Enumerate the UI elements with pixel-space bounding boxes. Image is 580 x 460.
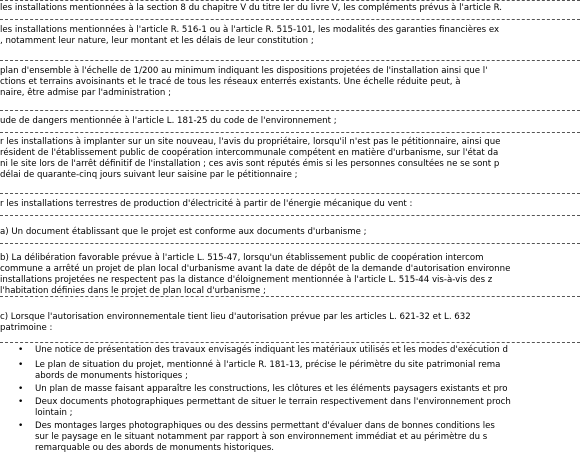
bullet-icon: •	[18, 384, 24, 394]
paragraph-line: r les installations à implanter sur un site nouveau, l'avis du propriétaire, lorsqu'il n'est pas le pétitionnaire, ainsi que	[0, 137, 501, 147]
paragraph-line: l'habitation définies dans le projet de plan local d'urbanisme ;	[0, 286, 266, 296]
paragraph-line: ctions et terrains avoisinants et le tracé de tous les réseaux enterrés existants. Une échelle réduite peut, à	[0, 77, 461, 87]
paragraph-line: ni le site lors de l'arrêt définitif de l'installation ; ces avis sont réputés émis si les personnes consultées ne se sont p	[0, 159, 500, 169]
bullet-item-line: Des montages larges photographiques ou des dessins permettant d'évaluer dans de bonnes conditions les	[35, 421, 495, 431]
paragraph-line: r les installations terrestres de production d'électricité à partir de l'énergie mécanique du vent :	[0, 199, 413, 209]
bullet-item-line: Le plan de situation du projet, mentionné à l'article R. 181-13, précise le périmètre du site patrimonial rema	[35, 360, 501, 370]
bullet-icon: •	[18, 421, 24, 431]
section-separator	[0, 0, 580, 1]
section-separator	[0, 110, 580, 111]
section-separator	[0, 215, 580, 216]
bullet-item-line: lointain ;	[35, 408, 73, 418]
paragraph-line: résident de l'établissement public de coopération intercommunale compétent en matière d'urbanisme, sur l'état da	[0, 148, 499, 158]
bullet-icon: •	[18, 360, 24, 370]
section-separator	[0, 243, 580, 244]
bullet-item-line: Une notice de présentation des travaux envisagés indiquant les matériaux utilisés et les modes d'exécution d	[35, 345, 508, 355]
paragraph-line: , notamment leur nature, leur montant et les délais de leur constitution ;	[0, 36, 314, 46]
section-separator	[0, 19, 580, 20]
section-separator	[0, 132, 580, 133]
paragraph-line: commune a arrêté un projet de plan local d'urbanisme avant la date de dépôt de la demande d'autorisation environne	[0, 264, 511, 274]
bullet-icon: •	[18, 345, 24, 355]
bullet-item-line: abords de monuments historiques ;	[35, 371, 188, 381]
bullet-item-line: Deux documents photographiques permettant de situer le terrain respectivement dans l'environnement proch	[35, 397, 511, 407]
paragraph-line: les installations mentionnées à la section 8 du chapitre V du titre Ier du livre V, les compléments prévus à l'article R.	[0, 3, 502, 13]
paragraph-line: les installations mentionnées à l'article R. 516-1 ou à l'article R. 515-101, les modalités des garanties financières ex	[0, 25, 500, 35]
bullet-icon: •	[18, 397, 24, 407]
section-separator	[0, 193, 580, 194]
paragraph-line: patrimoine :	[0, 323, 53, 333]
section-separator	[0, 60, 580, 61]
paragraph-line: plan d'ensemble à l'échelle de 1/200 au minimum indiquant les dispositions projetées de l'installation ainsi que l'	[0, 66, 488, 76]
paragraph-line: délai de quarante-cinq jours suivant leur saisine par le pétitionnaire ;	[0, 170, 298, 180]
paragraph-line: a) Un document établissant que le projet est conforme aux documents d'urbanisme ;	[0, 227, 367, 237]
paragraph-line: ude de dangers mentionnée à l'article L. 181-25 du code de l'environnement ;	[0, 116, 337, 126]
paragraph-line: c) Lorsque l'autorisation environnementale tient lieu d'autorisation prévue par les articles L. 621-32 et L. 632	[0, 312, 471, 322]
bullet-item-line: remarquable ou des abords de monuments historiques.	[35, 443, 275, 453]
bullet-item-line: sur le paysage en le situant notamment par rapport à son environnement immédiat et au périmètre du s	[35, 432, 488, 442]
paragraph-line: installations projetées ne respectent pas la distance d'éloignement mentionnée à l'article L. 515-44 vis-à-vis des z	[0, 275, 493, 285]
paragraph-line: naire, être admise par l'administration ;	[0, 88, 171, 98]
section-separator	[0, 342, 580, 343]
paragraph-line: b) La délibération favorable prévue à l'article L. 515-47, lorsqu'un établissement public de coopération intercom	[0, 253, 484, 263]
bullet-item-line: Un plan de masse faisant apparaître les constructions, les clôtures et les éléments paysagers existants et pro	[35, 384, 508, 394]
